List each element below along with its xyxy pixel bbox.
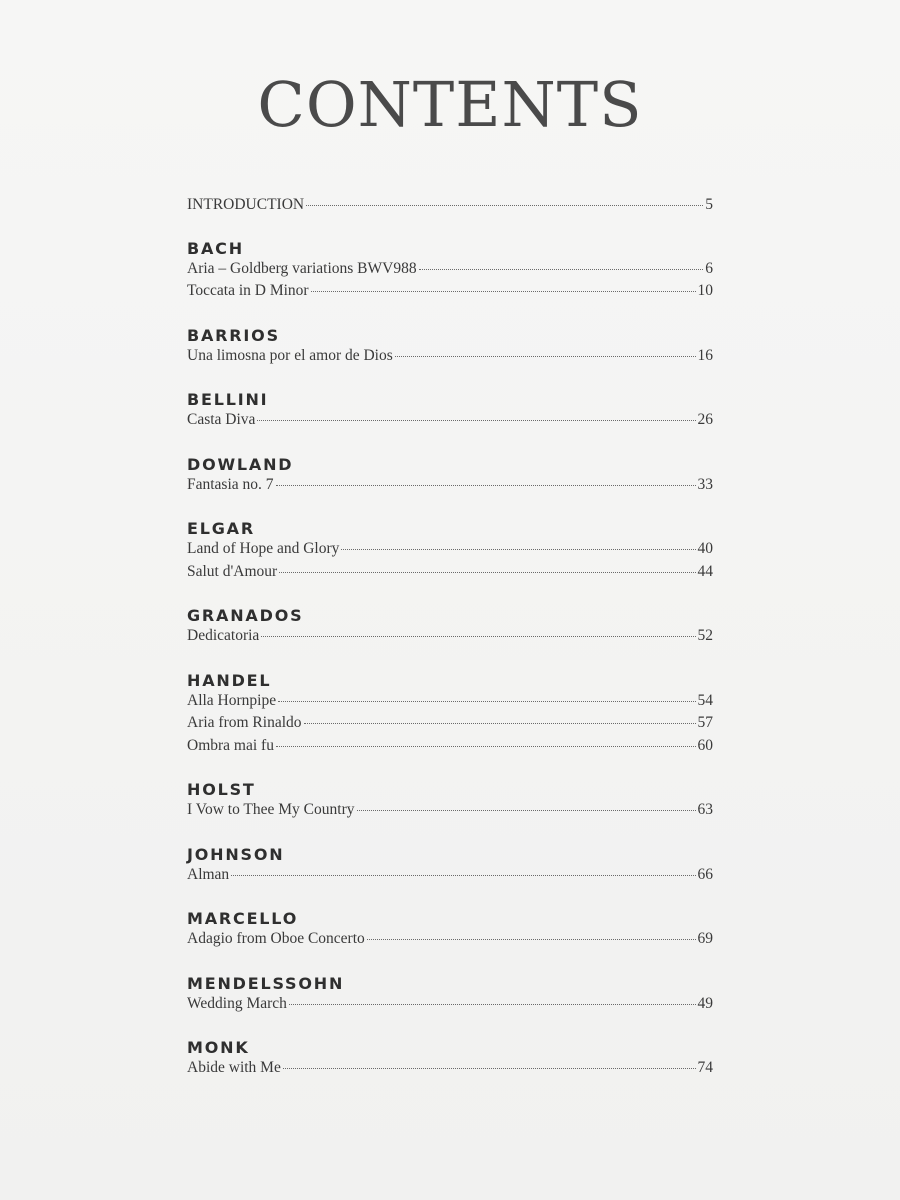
- toc-entry[interactable]: [187, 1059, 713, 1082]
- entry-page-number: 63: [697, 801, 713, 818]
- toc-entry[interactable]: [187, 540, 713, 563]
- composer-heading: DOWLAND: [187, 454, 294, 474]
- dot-leader: [276, 485, 696, 486]
- composer-section: [187, 389, 713, 434]
- entry-title: Ombra mai fu: [187, 736, 274, 754]
- composer-heading: JOHNSON: [187, 844, 285, 864]
- toc-entry[interactable]: [187, 260, 713, 283]
- dot-leader: [419, 269, 704, 270]
- toc-entry[interactable]: [187, 476, 713, 499]
- entry-title: Aria – Goldberg variations BWV988: [187, 259, 417, 277]
- entry-page-number: 69: [697, 930, 713, 947]
- entry-page-number: 74: [697, 1059, 713, 1076]
- composer-section: [187, 454, 713, 499]
- toc-entry[interactable]: [187, 627, 713, 650]
- entry-title: Abide with Me: [187, 1059, 281, 1076]
- toc-entry[interactable]: [187, 866, 713, 889]
- composer-section: [187, 238, 713, 305]
- dot-leader: [278, 701, 695, 702]
- entry-title: Una limosna por el amor de Dios: [187, 346, 393, 364]
- entry-title: Alla Hornpipe: [187, 691, 277, 709]
- toc-entry[interactable]: [187, 692, 713, 715]
- entry-title: Toccata in D Minor: [187, 282, 309, 299]
- entry-title: Alman: [187, 865, 230, 883]
- entry-page-number: 44: [697, 562, 713, 580]
- toc-entry[interactable]: [187, 714, 713, 737]
- composer-section: [187, 518, 713, 585]
- composer-section: [187, 605, 713, 650]
- entry-page-number: 5: [705, 196, 713, 213]
- dot-leader: [357, 810, 696, 811]
- dot-leader: [276, 746, 696, 747]
- dot-leader: [311, 291, 696, 292]
- dot-leader: [367, 939, 696, 940]
- entry-title: I Vow to Thee My Country: [187, 801, 355, 818]
- composer-heading: BELLINI: [187, 390, 269, 409]
- composer-heading: HANDEL: [187, 670, 272, 690]
- page-title: CONTENTS: [257, 68, 643, 141]
- entry-page-number: 52: [697, 627, 713, 644]
- composer-heading: HOLST: [187, 780, 256, 799]
- dot-leader: [306, 205, 703, 206]
- composer-heading: BACH: [187, 238, 244, 258]
- dot-leader: [341, 549, 695, 550]
- dot-leader: [283, 1068, 696, 1069]
- composer-heading: MENDELSSOHN: [187, 973, 345, 993]
- toc-entry[interactable]: [187, 411, 713, 434]
- entry-title: Adagio from Oboe Concerto: [187, 930, 365, 947]
- entry-title: Wedding March: [187, 994, 287, 1012]
- dot-leader: [231, 875, 695, 876]
- toc-entry-introduction[interactable]: [187, 196, 713, 219]
- dot-leader: [289, 1004, 696, 1005]
- entry-page-number: 49: [697, 994, 713, 1012]
- entry-page-number: 57: [697, 714, 713, 731]
- entry-page-number: 33: [697, 475, 713, 493]
- composer-section: [187, 1037, 713, 1082]
- entry-page-number: 40: [697, 540, 713, 557]
- composer-section: [187, 325, 713, 370]
- table-of-contents: [187, 196, 713, 1102]
- entry-title: Dedicatoria: [187, 627, 260, 644]
- entry-page-number: 54: [697, 691, 713, 709]
- entry-title: Casta Diva: [187, 411, 256, 428]
- entry-title: INTRODUCTION: [187, 196, 305, 213]
- entry-page-number: 66: [697, 865, 713, 883]
- entry-page-number: 60: [697, 736, 713, 754]
- composer-heading: MONK: [187, 1038, 250, 1057]
- entry-page-number: 10: [697, 282, 713, 299]
- toc-entry[interactable]: [187, 930, 713, 953]
- toc-entry[interactable]: [187, 563, 713, 586]
- dot-leader: [279, 572, 695, 573]
- toc-entry[interactable]: [187, 801, 713, 824]
- dot-leader: [395, 356, 696, 357]
- composer-section: [187, 973, 713, 1018]
- entry-title: Land of Hope and Glory: [187, 540, 340, 557]
- composer-heading: BARRIOS: [187, 325, 280, 345]
- dot-leader: [261, 636, 695, 637]
- entry-title: Aria from Rinaldo: [187, 714, 302, 731]
- composer-section: [187, 908, 713, 953]
- toc-entry[interactable]: [187, 282, 713, 305]
- entry-page-number: 6: [705, 259, 713, 277]
- entry-title: Salut d'Amour: [187, 562, 278, 580]
- entry-page-number: 26: [697, 411, 713, 428]
- composer-heading: MARCELLO: [187, 909, 299, 928]
- entry-page-number: 16: [697, 346, 713, 364]
- composer-heading: ELGAR: [187, 519, 255, 538]
- entry-title: Fantasia no. 7: [187, 475, 274, 493]
- toc-entry[interactable]: [187, 995, 713, 1018]
- toc-entry[interactable]: [187, 347, 713, 370]
- composer-section: [187, 779, 713, 824]
- toc-entry[interactable]: [187, 737, 713, 760]
- dot-leader: [304, 723, 696, 724]
- composer-section: [187, 844, 713, 889]
- composer-section: [187, 670, 713, 760]
- composer-heading: GRANADOS: [187, 606, 304, 625]
- dot-leader: [257, 420, 695, 421]
